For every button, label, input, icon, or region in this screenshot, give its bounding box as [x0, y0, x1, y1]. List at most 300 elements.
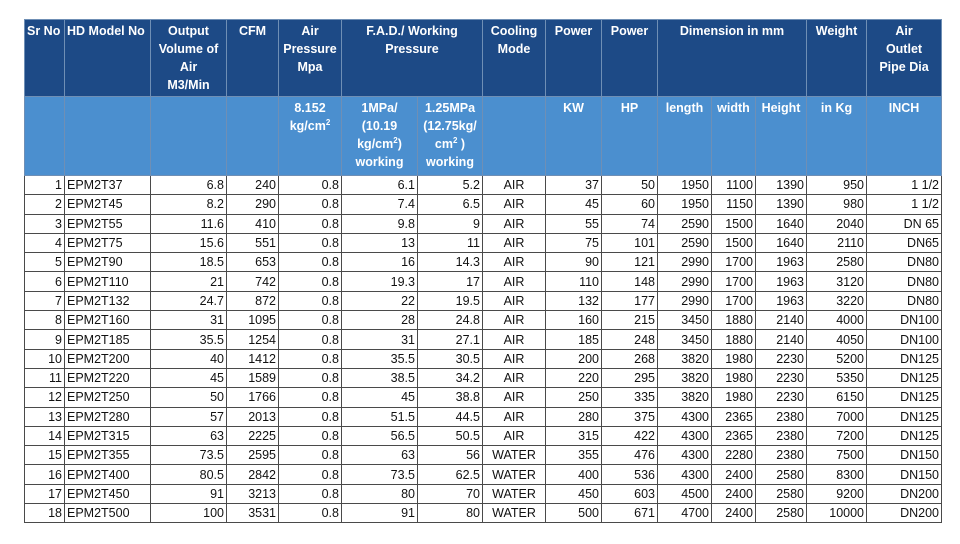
cell-weight: 3120 [807, 272, 867, 291]
cell-cfm: 2595 [227, 446, 279, 465]
cell-width: 1700 [712, 272, 756, 291]
cell-cooling: AIR [483, 407, 546, 426]
cell-pressure: 0.8 [279, 349, 342, 368]
cell-height: 1963 [756, 253, 807, 272]
cell-cooling: WATER [483, 484, 546, 503]
cell-cooling: AIR [483, 253, 546, 272]
cell-output: 40 [151, 349, 227, 368]
unit-hp: HP [602, 97, 658, 176]
cell-output: 80.5 [151, 465, 227, 484]
cell-kw: 355 [546, 446, 602, 465]
cell-width: 2400 [712, 484, 756, 503]
cell-pressure: 0.8 [279, 291, 342, 310]
cell-hp: 375 [602, 407, 658, 426]
cell-pressure: 0.8 [279, 407, 342, 426]
cell-kw: 220 [546, 368, 602, 387]
unit-weight: in Kg [807, 97, 867, 176]
cell-cooling: AIR [483, 214, 546, 233]
cell-fad-125mpa: 34.2 [418, 368, 483, 387]
cell-weight: 3220 [807, 291, 867, 310]
cell-fad-125mpa: 38.8 [418, 388, 483, 407]
cell-cooling: AIR [483, 272, 546, 291]
cell-output: 18.5 [151, 253, 227, 272]
table-row [25, 407, 942, 426]
cell-pressure: 0.8 [279, 388, 342, 407]
table-row [25, 330, 942, 349]
cell-output: 24.7 [151, 291, 227, 310]
cell-kw: 160 [546, 311, 602, 330]
unit-kw: KW [546, 97, 602, 176]
cell-hp: 101 [602, 233, 658, 252]
cell-cfm: 3531 [227, 504, 279, 523]
col-air-outlet: Air Outlet Pipe Dia [867, 20, 942, 97]
cell-outlet: DN125 [867, 368, 942, 387]
unit-length: length [658, 97, 712, 176]
cell-fad-125mpa: 19.5 [418, 291, 483, 310]
cell-kw: 400 [546, 465, 602, 484]
cell-cfm: 3213 [227, 484, 279, 503]
cell-outlet: DN150 [867, 446, 942, 465]
cell-kw: 200 [546, 349, 602, 368]
cell-fad-1mpa: 22 [342, 291, 418, 310]
cell-height: 1640 [756, 233, 807, 252]
cell-fad-1mpa: 80 [342, 484, 418, 503]
cell-cfm: 410 [227, 214, 279, 233]
cell-outlet: 1 1/2 [867, 176, 942, 195]
cell-output: 45 [151, 368, 227, 387]
cell-height: 1963 [756, 272, 807, 291]
cell-cfm: 240 [227, 176, 279, 195]
cell-height: 1390 [756, 195, 807, 214]
cell-sr-no: 16 [25, 465, 65, 484]
cell-length: 4300 [658, 407, 712, 426]
cell-width: 2365 [712, 426, 756, 445]
col-sr-no: Sr No [25, 20, 65, 97]
cell-pressure: 0.8 [279, 426, 342, 445]
cell-model: EPM2T500 [65, 504, 151, 523]
table-header [25, 20, 942, 176]
cell-kw: 37 [546, 176, 602, 195]
cell-model: EPM2T45 [65, 195, 151, 214]
cell-length: 4300 [658, 426, 712, 445]
cell-fad-125mpa: 11 [418, 233, 483, 252]
table-row [25, 214, 942, 233]
cell-kw: 185 [546, 330, 602, 349]
cell-outlet: DN150 [867, 465, 942, 484]
cell-outlet: DN125 [867, 349, 942, 368]
cell-fad-1mpa: 51.5 [342, 407, 418, 426]
cell-pressure: 0.8 [279, 330, 342, 349]
cell-model: EPM2T55 [65, 214, 151, 233]
cell-sr-no: 1 [25, 176, 65, 195]
cell-kw: 315 [546, 426, 602, 445]
cell-fad-125mpa: 14.3 [418, 253, 483, 272]
cell-hp: 422 [602, 426, 658, 445]
cell-outlet: DN200 [867, 484, 942, 503]
cell-height: 2140 [756, 311, 807, 330]
col-weight: Weight [807, 20, 867, 97]
cell-sr-no: 12 [25, 388, 65, 407]
cell-length: 2990 [658, 291, 712, 310]
cell-sr-no: 8 [25, 311, 65, 330]
cell-pressure: 0.8 [279, 195, 342, 214]
table-row [25, 426, 942, 445]
cell-sr-no: 18 [25, 504, 65, 523]
cell-weight: 7200 [807, 426, 867, 445]
cell-pressure: 0.8 [279, 311, 342, 330]
cell-sr-no: 15 [25, 446, 65, 465]
cell-fad-1mpa: 63 [342, 446, 418, 465]
cell-weight: 6150 [807, 388, 867, 407]
cell-cooling: AIR [483, 291, 546, 310]
cell-outlet: DN80 [867, 291, 942, 310]
cell-fad-125mpa: 50.5 [418, 426, 483, 445]
cell-output: 31 [151, 311, 227, 330]
cell-length: 1950 [658, 176, 712, 195]
table-row [25, 446, 942, 465]
cell-output: 73.5 [151, 446, 227, 465]
cell-model: EPM2T75 [65, 233, 151, 252]
cell-height: 1963 [756, 291, 807, 310]
cell-cfm: 290 [227, 195, 279, 214]
col-cfm: CFM [227, 20, 279, 97]
cell-hp: 177 [602, 291, 658, 310]
cell-height: 2230 [756, 368, 807, 387]
cell-width: 1980 [712, 368, 756, 387]
unit-model [65, 97, 151, 176]
cell-width: 1980 [712, 349, 756, 368]
cell-pressure: 0.8 [279, 272, 342, 291]
cell-kw: 132 [546, 291, 602, 310]
cell-sr-no: 17 [25, 484, 65, 503]
cell-pressure: 0.8 [279, 465, 342, 484]
cell-output: 50 [151, 388, 227, 407]
cell-height: 2380 [756, 426, 807, 445]
cell-output: 57 [151, 407, 227, 426]
cell-hp: 671 [602, 504, 658, 523]
cell-fad-125mpa: 6.5 [418, 195, 483, 214]
cell-outlet: DN125 [867, 388, 942, 407]
cell-outlet: DN 65 [867, 214, 942, 233]
cell-cooling: WATER [483, 504, 546, 523]
table-row [25, 465, 942, 484]
cell-length: 3820 [658, 368, 712, 387]
header-row-units [25, 97, 942, 176]
table-row [25, 349, 942, 368]
cell-width: 1500 [712, 233, 756, 252]
col-power-hp: Power [602, 20, 658, 97]
cell-sr-no: 11 [25, 368, 65, 387]
spec-table-container [24, 19, 941, 523]
cell-length: 4500 [658, 484, 712, 503]
cell-model: EPM2T160 [65, 311, 151, 330]
cell-kw: 280 [546, 407, 602, 426]
cell-hp: 121 [602, 253, 658, 272]
cell-fad-1mpa: 31 [342, 330, 418, 349]
cell-cooling: AIR [483, 195, 546, 214]
cell-pressure: 0.8 [279, 214, 342, 233]
cell-hp: 603 [602, 484, 658, 503]
cell-width: 1150 [712, 195, 756, 214]
cell-cfm: 872 [227, 291, 279, 310]
cell-hp: 248 [602, 330, 658, 349]
unit-cfm [227, 97, 279, 176]
cell-fad-125mpa: 56 [418, 446, 483, 465]
cell-cfm: 1095 [227, 311, 279, 330]
cell-output: 35.5 [151, 330, 227, 349]
cell-hp: 215 [602, 311, 658, 330]
cell-cooling: AIR [483, 349, 546, 368]
cell-outlet: DN125 [867, 407, 942, 426]
cell-sr-no: 10 [25, 349, 65, 368]
cell-cfm: 2225 [227, 426, 279, 445]
cell-weight: 2110 [807, 233, 867, 252]
table-row [25, 504, 942, 523]
cell-model: EPM2T132 [65, 291, 151, 310]
cell-hp: 335 [602, 388, 658, 407]
cell-height: 2380 [756, 407, 807, 426]
cell-hp: 60 [602, 195, 658, 214]
cell-fad-1mpa: 91 [342, 504, 418, 523]
cell-weight: 4050 [807, 330, 867, 349]
cell-fad-1mpa: 73.5 [342, 465, 418, 484]
col-model: HD Model No [65, 20, 151, 97]
cell-cooling: AIR [483, 176, 546, 195]
cell-fad-1mpa: 38.5 [342, 368, 418, 387]
cell-pressure: 0.8 [279, 368, 342, 387]
cell-width: 1700 [712, 291, 756, 310]
cell-output: 11.6 [151, 214, 227, 233]
cell-sr-no: 6 [25, 272, 65, 291]
cell-kw: 55 [546, 214, 602, 233]
table-row [25, 388, 942, 407]
cell-cfm: 1412 [227, 349, 279, 368]
cell-cfm: 2842 [227, 465, 279, 484]
cell-hp: 148 [602, 272, 658, 291]
cell-length: 4300 [658, 465, 712, 484]
cell-width: 1700 [712, 253, 756, 272]
cell-hp: 536 [602, 465, 658, 484]
table-row [25, 253, 942, 272]
cell-cooling: WATER [483, 446, 546, 465]
cell-length: 4300 [658, 446, 712, 465]
cell-width: 1880 [712, 311, 756, 330]
cell-height: 2580 [756, 504, 807, 523]
cell-sr-no: 13 [25, 407, 65, 426]
cell-model: EPM2T355 [65, 446, 151, 465]
cell-weight: 7500 [807, 446, 867, 465]
cell-pressure: 0.8 [279, 176, 342, 195]
col-dimension: Dimension in mm [658, 20, 807, 97]
col-air-pressure: Air Pressure Mpa [279, 20, 342, 97]
cell-hp: 295 [602, 368, 658, 387]
cell-fad-1mpa: 9.8 [342, 214, 418, 233]
cell-cfm: 1766 [227, 388, 279, 407]
cell-weight: 10000 [807, 504, 867, 523]
cell-weight: 4000 [807, 311, 867, 330]
cell-outlet: DN100 [867, 330, 942, 349]
cell-cooling: AIR [483, 330, 546, 349]
cell-outlet: DN65 [867, 233, 942, 252]
cell-model: EPM2T450 [65, 484, 151, 503]
col-output-volume: Output Volume of Air M3/Min [151, 20, 227, 97]
cell-fad-1mpa: 13 [342, 233, 418, 252]
cell-height: 2380 [756, 446, 807, 465]
cell-model: EPM2T185 [65, 330, 151, 349]
unit-width: width [712, 97, 756, 176]
cell-cooling: AIR [483, 233, 546, 252]
cell-height: 2230 [756, 349, 807, 368]
unit-sr-no [25, 97, 65, 176]
cell-sr-no: 7 [25, 291, 65, 310]
cell-length: 1950 [658, 195, 712, 214]
cell-model: EPM2T90 [65, 253, 151, 272]
cell-kw: 250 [546, 388, 602, 407]
unit-height: Height [756, 97, 807, 176]
cell-pressure: 0.8 [279, 233, 342, 252]
cell-pressure: 0.8 [279, 253, 342, 272]
cell-fad-125mpa: 30.5 [418, 349, 483, 368]
cell-sr-no: 14 [25, 426, 65, 445]
cell-fad-1mpa: 56.5 [342, 426, 418, 445]
cell-kw: 500 [546, 504, 602, 523]
cell-sr-no: 5 [25, 253, 65, 272]
cell-weight: 2580 [807, 253, 867, 272]
table-row [25, 291, 942, 310]
cell-length: 3820 [658, 349, 712, 368]
cell-fad-125mpa: 17 [418, 272, 483, 291]
cell-height: 2580 [756, 484, 807, 503]
cell-fad-1mpa: 16 [342, 253, 418, 272]
unit-fad-1mpa: 1MPa/ (10.19 $kg/cm^2$) working [342, 97, 418, 176]
cell-height: 2140 [756, 330, 807, 349]
cell-height: 1640 [756, 214, 807, 233]
cell-width: 2280 [712, 446, 756, 465]
cell-cfm: 1589 [227, 368, 279, 387]
cell-length: 2590 [658, 233, 712, 252]
cell-fad-125mpa: 44.5 [418, 407, 483, 426]
cell-length: 2590 [658, 214, 712, 233]
cell-width: 1500 [712, 214, 756, 233]
cell-cooling: AIR [483, 311, 546, 330]
cell-width: 2365 [712, 407, 756, 426]
table-body [25, 176, 942, 523]
cell-cfm: 742 [227, 272, 279, 291]
cell-fad-125mpa: 80 [418, 504, 483, 523]
col-power-kw: Power [546, 20, 602, 97]
unit-pressure: 8.152 $kg/cm^2$ [279, 97, 342, 176]
cell-cfm: 1254 [227, 330, 279, 349]
cell-width: 1880 [712, 330, 756, 349]
cell-fad-1mpa: 28 [342, 311, 418, 330]
cell-fad-125mpa: 62.5 [418, 465, 483, 484]
cell-length: 3450 [658, 330, 712, 349]
table-row [25, 233, 942, 252]
unit-output [151, 97, 227, 176]
cell-output: 63 [151, 426, 227, 445]
cell-kw: 90 [546, 253, 602, 272]
col-fad-working-pressure: F.A.D./ Working Pressure [342, 20, 483, 97]
unit-cooling [483, 97, 546, 176]
cell-weight: 5350 [807, 368, 867, 387]
cell-output: 8.2 [151, 195, 227, 214]
cell-weight: 950 [807, 176, 867, 195]
cell-width: 1100 [712, 176, 756, 195]
cell-model: EPM2T400 [65, 465, 151, 484]
cell-hp: 50 [602, 176, 658, 195]
cell-height: 1390 [756, 176, 807, 195]
cell-width: 1980 [712, 388, 756, 407]
cell-width: 2400 [712, 465, 756, 484]
cell-model: EPM2T315 [65, 426, 151, 445]
cell-weight: 5200 [807, 349, 867, 368]
cell-fad-125mpa: 27.1 [418, 330, 483, 349]
cell-length: 3820 [658, 388, 712, 407]
cell-width: 2400 [712, 504, 756, 523]
cell-fad-1mpa: 45 [342, 388, 418, 407]
table-row [25, 311, 942, 330]
cell-cooling: AIR [483, 426, 546, 445]
cell-model: EPM2T280 [65, 407, 151, 426]
cell-cooling: AIR [483, 368, 546, 387]
col-cooling-mode: Cooling Mode [483, 20, 546, 97]
table-row [25, 195, 942, 214]
unit-inch: INCH [867, 97, 942, 176]
cell-pressure: 0.8 [279, 446, 342, 465]
cell-kw: 45 [546, 195, 602, 214]
table-row [25, 368, 942, 387]
cell-weight: 2040 [807, 214, 867, 233]
cell-outlet: DN100 [867, 311, 942, 330]
cell-fad-125mpa: 5.2 [418, 176, 483, 195]
cell-output: 21 [151, 272, 227, 291]
cell-fad-1mpa: 7.4 [342, 195, 418, 214]
cell-model: EPM2T200 [65, 349, 151, 368]
cell-hp: 268 [602, 349, 658, 368]
cell-kw: 450 [546, 484, 602, 503]
cell-fad-125mpa: 24.8 [418, 311, 483, 330]
cell-fad-1mpa: 19.3 [342, 272, 418, 291]
cell-sr-no: 4 [25, 233, 65, 252]
cell-height: 2580 [756, 465, 807, 484]
cell-output: 15.6 [151, 233, 227, 252]
cell-output: 100 [151, 504, 227, 523]
cell-model: EPM2T220 [65, 368, 151, 387]
cell-kw: 75 [546, 233, 602, 252]
cell-cooling: WATER [483, 465, 546, 484]
cell-weight: 8300 [807, 465, 867, 484]
cell-length: 3450 [658, 311, 712, 330]
table-row [25, 272, 942, 291]
cell-model: EPM2T37 [65, 176, 151, 195]
cell-fad-125mpa: 9 [418, 214, 483, 233]
cell-pressure: 0.8 [279, 504, 342, 523]
header-row-main [25, 20, 942, 97]
cell-outlet: DN80 [867, 272, 942, 291]
cell-weight: 7000 [807, 407, 867, 426]
cell-fad-125mpa: 70 [418, 484, 483, 503]
cell-cfm: 2013 [227, 407, 279, 426]
cell-output: 91 [151, 484, 227, 503]
cell-length: 2990 [658, 253, 712, 272]
cell-hp: 476 [602, 446, 658, 465]
cell-outlet: DN200 [867, 504, 942, 523]
cell-output: 6.8 [151, 176, 227, 195]
table-row [25, 484, 942, 503]
cell-length: 4700 [658, 504, 712, 523]
cell-weight: 980 [807, 195, 867, 214]
unit-fad-125mpa: 1.25MPa (12.75kg/ $cm^2$ ) working [418, 97, 483, 176]
